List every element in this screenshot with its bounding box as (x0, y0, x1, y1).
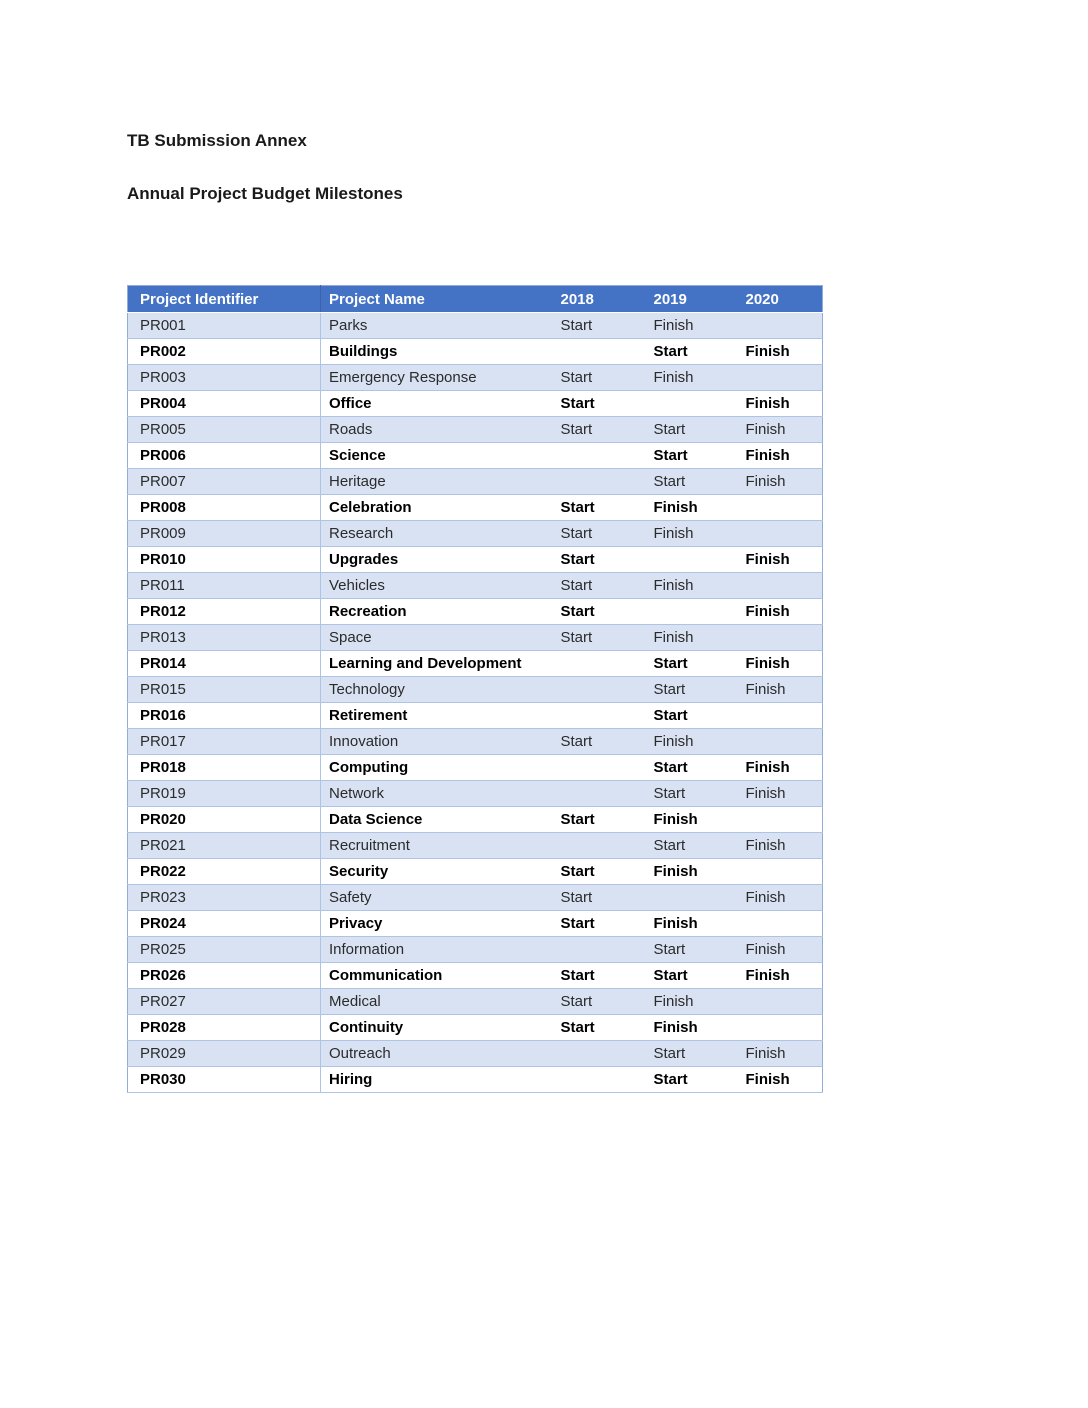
milestone-2020-cell (736, 365, 823, 391)
project-id-cell: PR018 (128, 755, 321, 781)
milestone-2018-cell: Start (551, 859, 644, 885)
milestone-2019-cell: Finish (644, 729, 736, 755)
project-id-cell: PR025 (128, 937, 321, 963)
project-id-cell: PR005 (128, 417, 321, 443)
milestone-2018-cell: Start (551, 989, 644, 1015)
table-row (128, 469, 823, 495)
milestone-2019-cell: Finish (644, 1015, 736, 1041)
project-id-cell: PR030 (128, 1067, 321, 1093)
table-row (128, 703, 823, 729)
milestone-2020-cell: Finish (736, 339, 823, 365)
milestone-2019-cell: Start (644, 963, 736, 989)
milestone-2019-cell (644, 885, 736, 911)
milestone-2020-cell: Finish (736, 1067, 823, 1093)
milestone-2019-cell: Finish (644, 625, 736, 651)
project-id-cell: PR013 (128, 625, 321, 651)
milestone-2020-cell (736, 625, 823, 651)
milestone-2018-cell: Start (551, 625, 644, 651)
project-id-cell: PR019 (128, 781, 321, 807)
milestone-2019-cell: Finish (644, 521, 736, 547)
milestone-2018-cell: Start (551, 911, 644, 937)
project-id-cell: PR016 (128, 703, 321, 729)
project-name-cell: Research (321, 521, 551, 547)
project-name-cell: Privacy (321, 911, 551, 937)
project-id-cell: PR021 (128, 833, 321, 859)
project-name-cell: Computing (321, 755, 551, 781)
milestone-2018-cell: Start (551, 963, 644, 989)
milestone-2018-cell: Start (551, 1015, 644, 1041)
milestone-2018-cell (551, 469, 644, 495)
milestone-2018-cell (551, 1067, 644, 1093)
table-row (128, 885, 823, 911)
milestone-2020-cell (736, 703, 823, 729)
project-name-cell: Innovation (321, 729, 551, 755)
project-id-cell: PR024 (128, 911, 321, 937)
table-row (128, 547, 823, 573)
milestone-2020-cell: Finish (736, 469, 823, 495)
header-year-2020: 2020 (736, 286, 823, 313)
milestone-2019-cell: Start (644, 833, 736, 859)
milestone-2018-cell (551, 651, 644, 677)
table-header-row (128, 286, 823, 313)
project-name-cell: Security (321, 859, 551, 885)
milestone-2019-cell: Finish (644, 573, 736, 599)
project-id-cell: PR002 (128, 339, 321, 365)
milestone-2019-cell: Finish (644, 989, 736, 1015)
milestone-2019-cell: Finish (644, 365, 736, 391)
milestone-2018-cell (551, 937, 644, 963)
project-name-cell: Celebration (321, 495, 551, 521)
project-name-cell: Parks (321, 313, 551, 339)
milestone-2019-cell (644, 547, 736, 573)
table-row (128, 573, 823, 599)
header-year-2018: 2018 (551, 286, 644, 313)
project-id-cell: PR015 (128, 677, 321, 703)
table-row (128, 963, 823, 989)
table-row (128, 989, 823, 1015)
project-id-cell: PR001 (128, 313, 321, 339)
table-row (128, 729, 823, 755)
milestone-2020-cell: Finish (736, 885, 823, 911)
project-name-cell: Heritage (321, 469, 551, 495)
project-id-cell: PR020 (128, 807, 321, 833)
milestone-2020-cell (736, 521, 823, 547)
milestone-2020-cell: Finish (736, 781, 823, 807)
milestone-2019-cell (644, 599, 736, 625)
milestone-2020-cell (736, 989, 823, 1015)
project-name-cell: Recruitment (321, 833, 551, 859)
milestone-2019-cell: Finish (644, 807, 736, 833)
project-id-cell: PR023 (128, 885, 321, 911)
project-id-cell: PR011 (128, 573, 321, 599)
project-name-cell: Office (321, 391, 551, 417)
milestone-2019-cell (644, 391, 736, 417)
project-name-cell: Data Science (321, 807, 551, 833)
milestone-2020-cell (736, 807, 823, 833)
table-row (128, 1067, 823, 1093)
milestone-2020-cell: Finish (736, 599, 823, 625)
milestone-2020-cell: Finish (736, 937, 823, 963)
milestone-2020-cell (736, 859, 823, 885)
project-name-cell: Retirement (321, 703, 551, 729)
milestone-2019-cell: Start (644, 781, 736, 807)
milestone-2018-cell (551, 1041, 644, 1067)
table-row (128, 781, 823, 807)
project-name-cell: Technology (321, 677, 551, 703)
milestone-2018-cell: Start (551, 547, 644, 573)
project-id-cell: PR027 (128, 989, 321, 1015)
table-row (128, 651, 823, 677)
milestone-2019-cell: Start (644, 651, 736, 677)
milestone-2018-cell: Start (551, 365, 644, 391)
milestone-2018-cell: Start (551, 573, 644, 599)
table-row (128, 391, 823, 417)
project-id-cell: PR004 (128, 391, 321, 417)
project-id-cell: PR003 (128, 365, 321, 391)
project-name-cell: Continuity (321, 1015, 551, 1041)
project-name-cell: Communication (321, 963, 551, 989)
table-row (128, 625, 823, 651)
project-name-cell: Network (321, 781, 551, 807)
table-row (128, 1041, 823, 1067)
milestone-2020-cell (736, 1015, 823, 1041)
milestone-2020-cell: Finish (736, 755, 823, 781)
project-name-cell: Hiring (321, 1067, 551, 1093)
milestone-2020-cell (736, 495, 823, 521)
milestone-2019-cell: Start (644, 703, 736, 729)
project-id-cell: PR009 (128, 521, 321, 547)
milestone-2018-cell (551, 677, 644, 703)
milestone-2019-cell: Start (644, 1041, 736, 1067)
milestone-2019-cell: Finish (644, 911, 736, 937)
milestone-2018-cell: Start (551, 807, 644, 833)
project-name-cell: Safety (321, 885, 551, 911)
milestone-2020-cell: Finish (736, 547, 823, 573)
milestone-2020-cell: Finish (736, 833, 823, 859)
project-name-cell: Emergency Response (321, 365, 551, 391)
milestone-2020-cell (736, 573, 823, 599)
milestone-2020-cell: Finish (736, 1041, 823, 1067)
table-row (128, 313, 823, 339)
milestone-2020-cell (736, 911, 823, 937)
milestone-2018-cell: Start (551, 521, 644, 547)
table-row (128, 599, 823, 625)
milestone-2019-cell: Finish (644, 313, 736, 339)
project-name-cell: Science (321, 443, 551, 469)
project-id-cell: PR012 (128, 599, 321, 625)
project-id-cell: PR006 (128, 443, 321, 469)
project-id-cell: PR010 (128, 547, 321, 573)
milestone-2019-cell: Finish (644, 859, 736, 885)
table-row (128, 443, 823, 469)
project-id-cell: PR008 (128, 495, 321, 521)
milestone-2018-cell (551, 443, 644, 469)
header-year-2019: 2019 (644, 286, 736, 313)
project-name-cell: Upgrades (321, 547, 551, 573)
table-row (128, 677, 823, 703)
project-name-cell: Outreach (321, 1041, 551, 1067)
milestone-2018-cell (551, 781, 644, 807)
project-name-cell: Space (321, 625, 551, 651)
milestone-2020-cell: Finish (736, 391, 823, 417)
project-id-cell: PR022 (128, 859, 321, 885)
project-name-cell: Recreation (321, 599, 551, 625)
table-row (128, 339, 823, 365)
table-row (128, 833, 823, 859)
milestone-2020-cell: Finish (736, 963, 823, 989)
milestone-2019-cell: Start (644, 937, 736, 963)
milestone-2019-cell: Start (644, 677, 736, 703)
project-name-cell: Buildings (321, 339, 551, 365)
project-name-cell: Medical (321, 989, 551, 1015)
header-project-identifier: Project Identifier (128, 286, 321, 313)
milestone-2019-cell: Start (644, 469, 736, 495)
milestone-2019-cell: Start (644, 417, 736, 443)
milestone-2020-cell: Finish (736, 443, 823, 469)
table-body (128, 313, 823, 1093)
table-row (128, 417, 823, 443)
milestone-2018-cell (551, 833, 644, 859)
project-name-cell: Learning and Development (321, 651, 551, 677)
project-id-cell: PR028 (128, 1015, 321, 1041)
milestone-2020-cell: Finish (736, 651, 823, 677)
table-row (128, 911, 823, 937)
milestone-2019-cell: Start (644, 339, 736, 365)
milestone-2019-cell: Start (644, 443, 736, 469)
milestone-2019-cell: Start (644, 1067, 736, 1093)
table-row (128, 807, 823, 833)
milestone-2018-cell: Start (551, 313, 644, 339)
milestone-2019-cell: Finish (644, 495, 736, 521)
milestone-2018-cell: Start (551, 417, 644, 443)
milestone-2018-cell: Start (551, 729, 644, 755)
milestone-2020-cell: Finish (736, 677, 823, 703)
milestone-2018-cell: Start (551, 599, 644, 625)
milestone-2018-cell (551, 755, 644, 781)
table-row (128, 937, 823, 963)
milestone-2020-cell: Finish (736, 417, 823, 443)
table-row (128, 495, 823, 521)
table-row (128, 365, 823, 391)
milestone-2018-cell (551, 339, 644, 365)
table-row (128, 521, 823, 547)
project-name-cell: Roads (321, 417, 551, 443)
milestone-2018-cell (551, 703, 644, 729)
document-subtitle: Annual Project Budget Milestones (127, 184, 403, 203)
milestones-table (127, 285, 823, 1093)
project-name-cell: Vehicles (321, 573, 551, 599)
milestone-2018-cell: Start (551, 495, 644, 521)
document-title: TB Submission Annex (127, 131, 307, 150)
table-row (128, 755, 823, 781)
project-name-cell: Information (321, 937, 551, 963)
table-row (128, 1015, 823, 1041)
milestone-2018-cell: Start (551, 391, 644, 417)
header-project-name: Project Name (321, 286, 551, 313)
project-id-cell: PR007 (128, 469, 321, 495)
milestone-2020-cell (736, 729, 823, 755)
milestone-2018-cell: Start (551, 885, 644, 911)
project-id-cell: PR014 (128, 651, 321, 677)
project-id-cell: PR017 (128, 729, 321, 755)
project-id-cell: PR029 (128, 1041, 321, 1067)
project-id-cell: PR026 (128, 963, 321, 989)
table-row (128, 859, 823, 885)
milestone-2020-cell (736, 313, 823, 339)
milestone-2019-cell: Start (644, 755, 736, 781)
